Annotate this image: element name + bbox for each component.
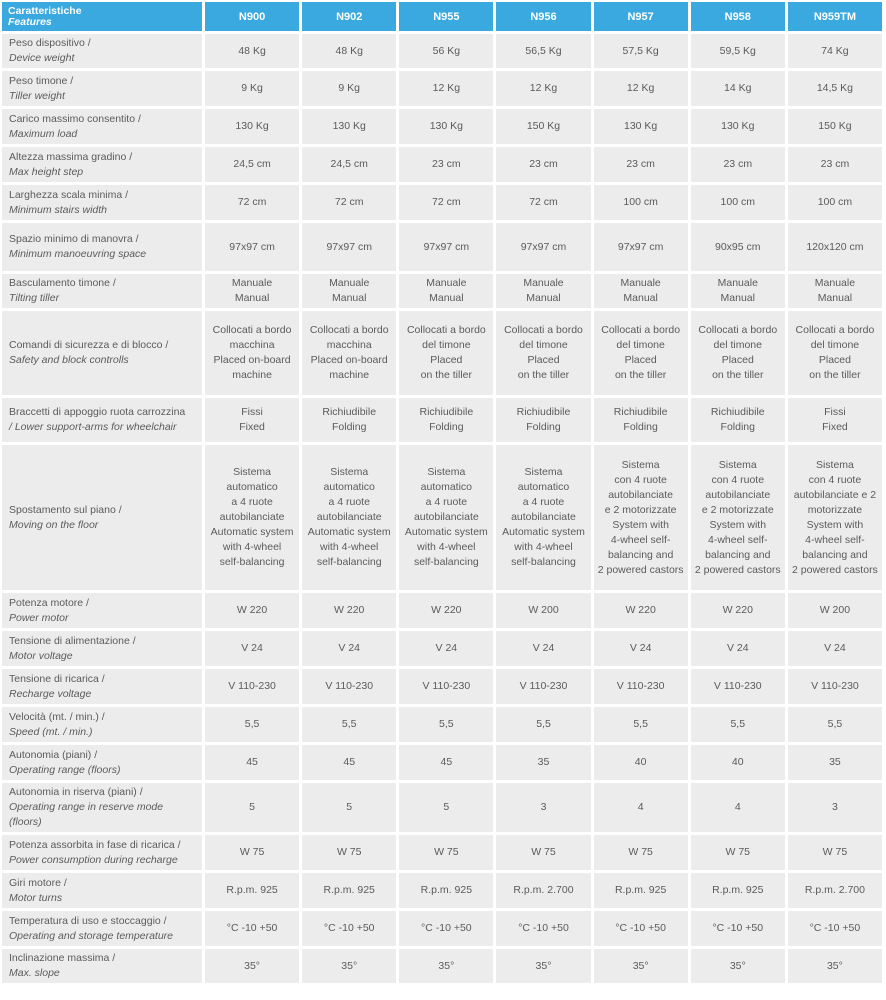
row-value: 5,5: [302, 707, 396, 742]
row-value: 3: [788, 783, 882, 832]
spec-row: [2, 745, 882, 780]
row-value: W 75: [691, 835, 785, 870]
row-label: [2, 398, 202, 442]
row-value: W 220: [205, 593, 299, 628]
row-value: Collocati a bordo del timone Placed on the tiller: [691, 311, 785, 395]
row-value: 35°: [691, 949, 785, 983]
row-value: °C -10 +50: [399, 911, 493, 946]
row-label-en: Tilting tiller: [9, 292, 60, 304]
row-value: W 220: [594, 593, 688, 628]
row-value: R.p.m. 925: [594, 873, 688, 908]
row-value: 74 Kg: [788, 34, 882, 68]
row-label-en: Max. slope: [9, 967, 60, 979]
row-label-en: Power consumption during recharge: [9, 853, 178, 866]
spec-row: [2, 147, 882, 182]
spec-row: [2, 949, 882, 983]
row-label-it: Tensione di alimentazione /: [9, 634, 136, 647]
row-value: 59,5 Kg: [691, 34, 785, 68]
row-label-en: Minimum stairs width: [9, 203, 108, 216]
row-value: V 110-230: [399, 669, 493, 704]
row-value: R.p.m. 925: [399, 873, 493, 908]
row-value: V 24: [496, 631, 590, 666]
row-value: 150 Kg: [788, 109, 882, 144]
row-value: 4: [691, 783, 785, 832]
row-value: V 110-230: [788, 669, 882, 704]
row-value: 45: [399, 745, 493, 780]
row-value: W 75: [399, 835, 493, 870]
row-label: [2, 223, 202, 271]
row-label-en: Max height step: [9, 165, 84, 178]
row-value: 45: [302, 745, 396, 780]
row-label-it: Altezza massima gradino /: [9, 150, 133, 163]
spec-row: [2, 835, 882, 870]
row-value: V 24: [788, 631, 882, 666]
row-value: R.p.m. 925: [205, 873, 299, 908]
row-label-en: Moving on the floor: [9, 518, 99, 531]
row-label-it: Temperatura di uso e stoccaggio /: [9, 914, 167, 927]
row-value: Sistema automatico a 4 ruote autobilanciate Automatic system with 4-wheel self-balancing: [399, 445, 493, 590]
row-value: 35°: [594, 949, 688, 983]
features-header-it: Caratteristiche: [8, 4, 82, 17]
spec-row: [2, 311, 882, 395]
row-value: Collocati a bordo macchina Placed on-board machine: [205, 311, 299, 395]
row-label-it: Potenza motore /: [9, 596, 89, 609]
row-value: 130 Kg: [691, 109, 785, 144]
row-label: [2, 873, 202, 908]
row-label: [2, 745, 202, 780]
row-value: 72 cm: [496, 185, 590, 220]
row-label-it: Peso timone /: [9, 74, 74, 87]
row-value: 5: [302, 783, 396, 832]
row-label-it: Larghezza scala minima /: [9, 188, 129, 201]
row-label: [2, 147, 202, 182]
row-label: [2, 835, 202, 870]
row-value: 100 cm: [788, 185, 882, 220]
row-value: Fissi Fixed: [205, 398, 299, 442]
row-value: W 75: [594, 835, 688, 870]
row-value: V 24: [399, 631, 493, 666]
row-value: 24,5 cm: [302, 147, 396, 182]
row-value: Richiudibile Folding: [399, 398, 493, 442]
row-value: °C -10 +50: [302, 911, 396, 946]
row-value: 72 cm: [399, 185, 493, 220]
row-value: 35°: [788, 949, 882, 983]
row-label-it: Tensione di ricarica /: [9, 672, 105, 685]
row-value: 100 cm: [691, 185, 785, 220]
row-value: 48 Kg: [205, 34, 299, 68]
row-label-en: Operating range in reserve mode (floors): [9, 801, 164, 828]
row-label-en: Operating and storage temperature: [9, 929, 174, 942]
row-value: 35°: [496, 949, 590, 983]
model-header: N959TM: [788, 2, 882, 31]
row-value: Collocati a bordo del timone Placed on the tiller: [594, 311, 688, 395]
row-label: [2, 71, 202, 106]
row-value: 57,5 Kg: [594, 34, 688, 68]
row-value: 120x120 cm: [788, 223, 882, 271]
row-label-it: Potenza assorbita in fase di ricarica /: [9, 838, 181, 851]
row-value: R.p.m. 2.700: [496, 873, 590, 908]
row-value: 35: [788, 745, 882, 780]
row-value: Sistema automatico a 4 ruote autobilanciate Automatic system with 4-wheel self-balancing: [302, 445, 396, 590]
row-value: 48 Kg: [302, 34, 396, 68]
row-value: V 110-230: [205, 669, 299, 704]
row-value: Fissi Fixed: [788, 398, 882, 442]
row-value: R.p.m. 2.700: [788, 873, 882, 908]
model-header: N957: [594, 2, 688, 31]
row-value: R.p.m. 925: [691, 873, 785, 908]
row-value: V 110-230: [302, 669, 396, 704]
row-value: 12 Kg: [496, 71, 590, 106]
spec-row: [2, 223, 882, 271]
row-value: 5,5: [691, 707, 785, 742]
row-value: 72 cm: [205, 185, 299, 220]
row-value: 5: [399, 783, 493, 832]
model-header: N902: [302, 2, 396, 31]
row-value: 23 cm: [594, 147, 688, 182]
row-label-en: Maximum load: [9, 127, 78, 140]
row-value: Richiudibile Folding: [594, 398, 688, 442]
row-value: 97x97 cm: [594, 223, 688, 271]
row-value: W 220: [302, 593, 396, 628]
row-value: W 200: [788, 593, 882, 628]
row-value: 35: [496, 745, 590, 780]
row-label-en: Recharge voltage: [9, 687, 92, 700]
row-label: [2, 274, 202, 308]
row-value: 130 Kg: [302, 109, 396, 144]
row-label-en: Safety and block controlls: [9, 354, 129, 366]
row-label-it: Velocità (mt. / min.) /: [9, 710, 105, 723]
row-value: Sistema con 4 ruote autobilanciate e 2 motorizzate System with 4-wheel self- balancing and 2 powered castors: [594, 445, 688, 590]
row-value: Manuale Manual: [496, 274, 590, 308]
spec-row: [2, 669, 882, 704]
row-value: V 24: [205, 631, 299, 666]
row-value: 100 cm: [594, 185, 688, 220]
model-header: N958: [691, 2, 785, 31]
row-value: 72 cm: [302, 185, 396, 220]
row-value: W 220: [399, 593, 493, 628]
row-value: °C -10 +50: [691, 911, 785, 946]
row-label: [2, 707, 202, 742]
row-value: 23 cm: [788, 147, 882, 182]
row-value: 56,5 Kg: [496, 34, 590, 68]
row-value: 130 Kg: [399, 109, 493, 144]
row-value: Manuale Manual: [205, 274, 299, 308]
row-label: [2, 445, 202, 590]
row-label-en: Speed (mt. / min.): [9, 725, 93, 738]
row-value: °C -10 +50: [205, 911, 299, 946]
row-value: 35°: [302, 949, 396, 983]
row-value: Manuale Manual: [399, 274, 493, 308]
row-label: [2, 109, 202, 144]
row-value: W 75: [205, 835, 299, 870]
row-value: Sistema con 4 ruote autobilanciate e 2 motorizzate System with 4-wheel self- balancing and 2 powered castors: [788, 445, 882, 590]
row-value: 56 Kg: [399, 34, 493, 68]
row-label-en: Device weight: [9, 52, 75, 64]
row-value: 97x97 cm: [302, 223, 396, 271]
row-value: 5,5: [496, 707, 590, 742]
row-value: Collocati a bordo del timone Placed on the tiller: [496, 311, 590, 395]
row-label-en: Operating range (floors): [9, 763, 121, 776]
spec-row: [2, 911, 882, 946]
row-label-it: Carico massimo consentito /: [9, 112, 141, 125]
row-value: 150 Kg: [496, 109, 590, 144]
row-value: 97x97 cm: [205, 223, 299, 271]
row-label-en: Minimum manoeuvring space: [9, 248, 147, 260]
row-value: 40: [691, 745, 785, 780]
row-value: V 24: [594, 631, 688, 666]
row-value: 97x97 cm: [496, 223, 590, 271]
row-value: 24,5 cm: [205, 147, 299, 182]
features-header: [2, 2, 202, 31]
row-value: 9 Kg: [302, 71, 396, 106]
row-label-en: / Lower support-arms for wheelchair: [9, 421, 177, 433]
features-header-en: Features: [8, 15, 52, 28]
row-value: W 75: [496, 835, 590, 870]
row-value: 5,5: [399, 707, 493, 742]
row-value: W 75: [302, 835, 396, 870]
row-value: W 200: [496, 593, 590, 628]
row-value: 5,5: [594, 707, 688, 742]
row-value: V 24: [691, 631, 785, 666]
row-label: [2, 949, 202, 983]
row-value: 5,5: [788, 707, 882, 742]
row-value: 97x97 cm: [399, 223, 493, 271]
model-header: N956: [496, 2, 590, 31]
row-value: 4: [594, 783, 688, 832]
row-value: 9 Kg: [205, 71, 299, 106]
row-value: Collocati a bordo del timone Placed on the tiller: [399, 311, 493, 395]
row-value: R.p.m. 925: [302, 873, 396, 908]
row-label: [2, 783, 202, 832]
row-value: Sistema automatico a 4 ruote autobilanciate Automatic system with 4-wheel self-balancing: [205, 445, 299, 590]
spec-row: [2, 71, 882, 106]
spec-row: [2, 445, 882, 590]
spec-row: [2, 873, 882, 908]
row-label-it: Inclinazione massima /: [9, 952, 116, 964]
row-label-it: Autonomia (piani) /: [9, 748, 98, 761]
row-value: Manuale Manual: [302, 274, 396, 308]
row-value: 12 Kg: [594, 71, 688, 106]
row-value: 23 cm: [496, 147, 590, 182]
spec-row: [2, 274, 882, 308]
row-value: °C -10 +50: [496, 911, 590, 946]
row-value: Manuale Manual: [691, 274, 785, 308]
spec-row: [2, 398, 882, 442]
header-row: [2, 2, 882, 31]
spec-row: [2, 185, 882, 220]
spec-row: [2, 707, 882, 742]
row-value: 45: [205, 745, 299, 780]
row-value: 12 Kg: [399, 71, 493, 106]
row-value: Richiudibile Folding: [496, 398, 590, 442]
row-value: 130 Kg: [205, 109, 299, 144]
spec-row: [2, 593, 882, 628]
row-label: [2, 185, 202, 220]
row-label-it: Braccetti di appoggio ruota carrozzina: [9, 406, 186, 418]
row-value: 40: [594, 745, 688, 780]
row-value: 14,5 Kg: [788, 71, 882, 106]
row-label-en: Motor turns: [9, 891, 63, 904]
row-value: Collocati a bordo macchina Placed on-board machine: [302, 311, 396, 395]
row-label-it: Spostamento sul piano /: [9, 503, 122, 516]
row-value: W 220: [691, 593, 785, 628]
row-value: Richiudibile Folding: [691, 398, 785, 442]
row-value: V 110-230: [691, 669, 785, 704]
row-value: °C -10 +50: [594, 911, 688, 946]
row-label: [2, 911, 202, 946]
row-label-it: Basculamento timone /: [9, 277, 116, 289]
row-value: 3: [496, 783, 590, 832]
row-value: 35°: [205, 949, 299, 983]
row-value: 23 cm: [691, 147, 785, 182]
row-value: 90x95 cm: [691, 223, 785, 271]
row-value: 5,5: [205, 707, 299, 742]
spec-table-container: [1, 0, 885, 986]
row-value: W 75: [788, 835, 882, 870]
row-label: [2, 593, 202, 628]
spec-body: [2, 34, 882, 983]
row-label: [2, 669, 202, 704]
row-value: Sistema con 4 ruote autobilanciate e 2 motorizzate System with 4-wheel self- balancing and 2 powered castors: [691, 445, 785, 590]
row-label-en: Power motor: [9, 611, 69, 624]
spec-row: [2, 631, 882, 666]
row-value: 14 Kg: [691, 71, 785, 106]
row-value: Manuale Manual: [594, 274, 688, 308]
row-value: V 24: [302, 631, 396, 666]
spec-row: [2, 109, 882, 144]
row-value: Richiudibile Folding: [302, 398, 396, 442]
row-value: 35°: [399, 949, 493, 983]
row-value: 130 Kg: [594, 109, 688, 144]
model-header: N955: [399, 2, 493, 31]
row-value: Sistema automatico a 4 ruote autobilanciate Automatic system with 4-wheel self-balancing: [496, 445, 590, 590]
row-value: Collocati a bordo del timone Placed on the tiller: [788, 311, 882, 395]
row-label-it: Autonomia in riserva (piani) /: [9, 786, 143, 798]
row-value: V 110-230: [496, 669, 590, 704]
spec-row: [2, 34, 882, 68]
row-label: [2, 34, 202, 68]
row-value: V 110-230: [594, 669, 688, 704]
row-value: 23 cm: [399, 147, 493, 182]
model-header: N900: [205, 2, 299, 31]
row-label-it: Giri motore /: [9, 876, 67, 889]
row-label: [2, 631, 202, 666]
row-value: °C -10 +50: [788, 911, 882, 946]
row-label-en: Motor voltage: [9, 649, 73, 662]
row-label-it: Spazio minimo di manovra /: [9, 233, 139, 245]
row-label: [2, 311, 202, 395]
spec-row: [2, 783, 882, 832]
row-label-it: Peso dispositivo /: [9, 37, 91, 49]
row-label-en: Tiller weight: [9, 89, 65, 102]
row-label-it: Comandi di sicurezza e di blocco /: [9, 339, 169, 351]
row-value: 5: [205, 783, 299, 832]
row-value: Manuale Manual: [788, 274, 882, 308]
